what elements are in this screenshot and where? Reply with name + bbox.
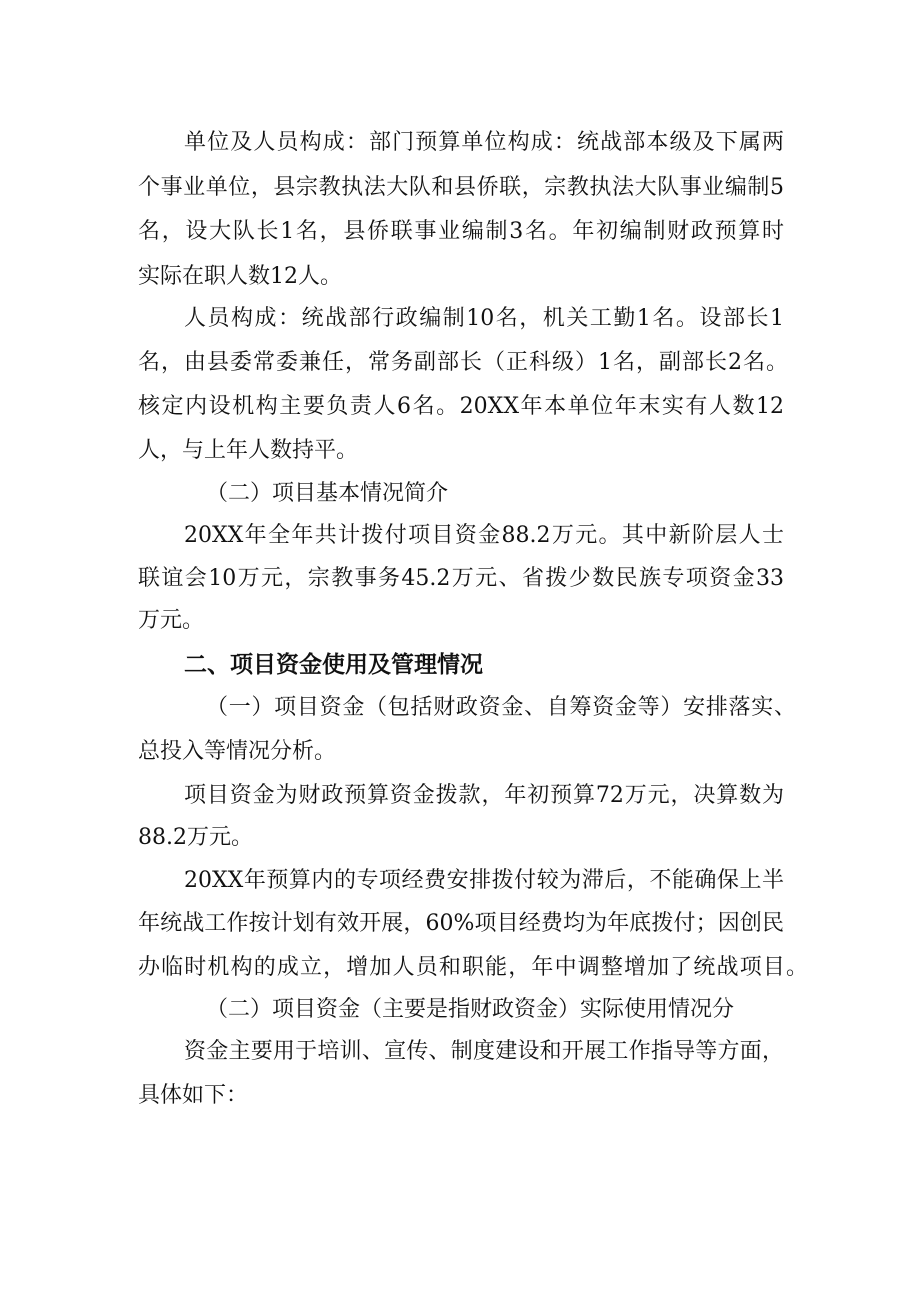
paragraph-line: 88.2万元。 — [138, 825, 253, 850]
paragraph-line: 项目资金为财政预算资金拨款，年初预算72万元，决算数为 — [184, 783, 784, 808]
paragraph-line: 20XX年全年共计拨付项目资金88.2万元。其中新阶层人士 — [184, 523, 784, 548]
paragraph-line: （一）项目资金（包括财政资金、自筹资金等）安排落实、 — [206, 695, 796, 720]
paragraph-line: 年统战工作按计划有效开展，60%项目经费均为年底拨付；因创民 — [138, 911, 784, 936]
paragraph-line: 人员构成：统战部行政编制10名，机关工勤1名。设部长1 — [184, 306, 784, 331]
paragraph-line: 名，由县委常委兼任，常务副部长（正科级）1名，副部长2名。 — [138, 350, 788, 375]
paragraph-line: 办临时机构的成立，增加人员和职能，年中调整增加了统战项目。 — [138, 955, 808, 980]
paragraph-line: 具体如下： — [138, 1083, 249, 1108]
paragraph-line: 核定内设机构主要负责人6名。20XX年本单位年末实有人数12 — [138, 394, 784, 419]
section-subheading: （二）项目资金（主要是指财政资金）实际使用情况分 — [206, 997, 735, 1022]
paragraph-line: 人，与上年人数持平。 — [138, 438, 359, 463]
paragraph-line: 名，设大队长1名，县侨联事业编制3名。年初编制财政预算时 — [138, 219, 784, 244]
paragraph-line: 总投入等情况分析。 — [138, 739, 337, 764]
section-heading: 二、项目资金使用及管理情况 — [184, 652, 483, 678]
section-subheading: （二）项目基本情况简介 — [206, 481, 449, 506]
paragraph-line: 实际在职人数12人。 — [138, 264, 342, 289]
paragraph-line: 联谊会10万元，宗教事务45.2万元、省拨少数民族专项资金33 — [138, 566, 784, 591]
paragraph-line: 资金主要用于培训、宣传、制度建设和开展工作指导等方面， — [184, 1039, 784, 1064]
paragraph-line: 个事业单位，县宗教执法大队和县侨联，宗教执法大队事业编制5 — [138, 175, 784, 200]
paragraph-line: 万元。 — [138, 608, 205, 633]
paragraph-line: 20XX年预算内的专项经费安排拨付较为滞后，不能确保上半 — [184, 868, 784, 893]
paragraph-line: 单位及人员构成：部门预算单位构成：统战部本级及下属两 — [184, 130, 784, 155]
